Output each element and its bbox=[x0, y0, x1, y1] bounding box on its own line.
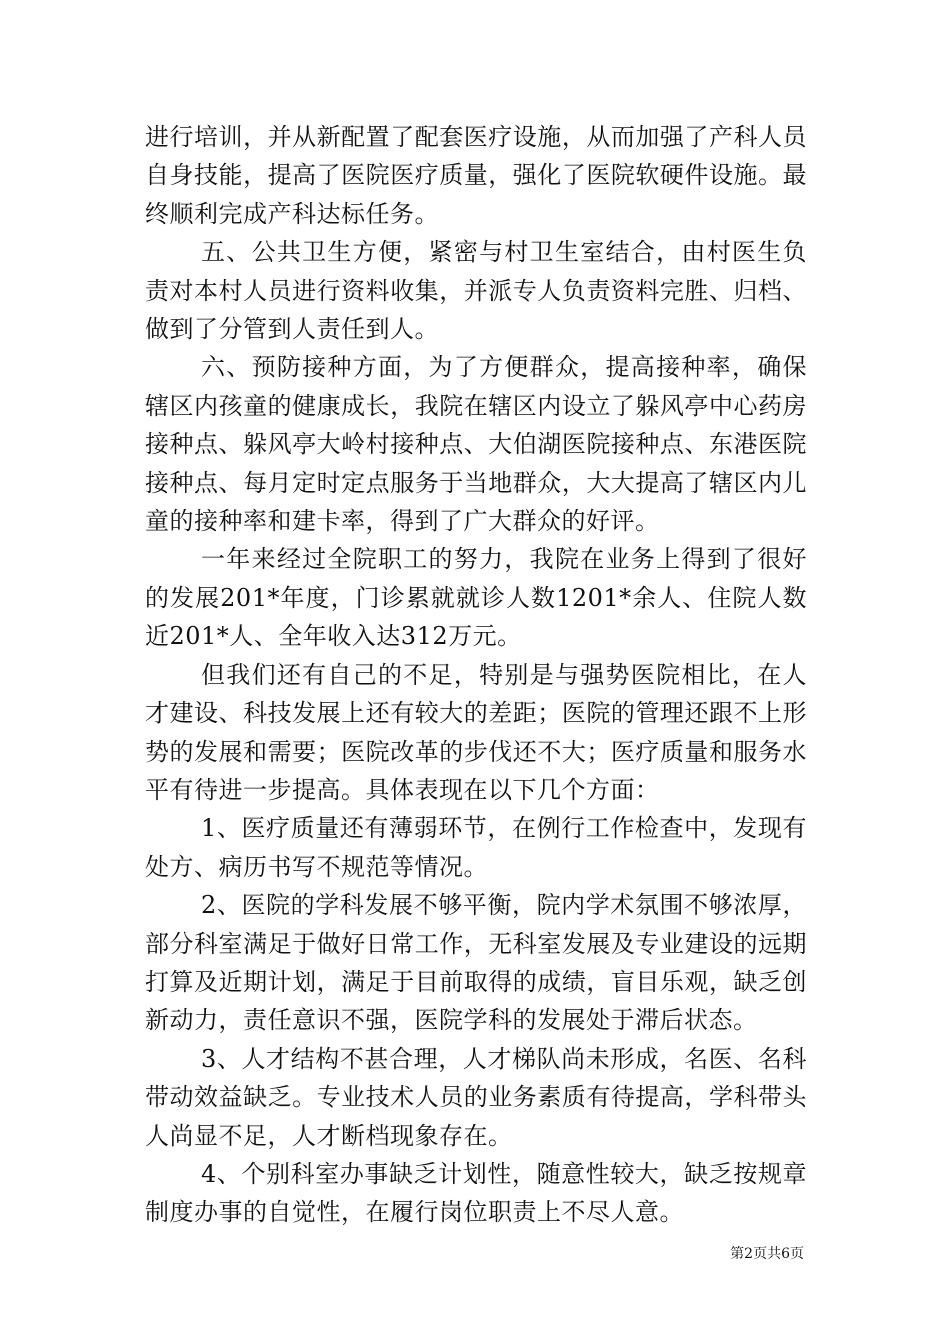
paragraph-shortcomings: 但我们还有自己的不足，特别是与强势医院相比，在人才建设、科技发展上还有较大的差距；医院的管理还跟不上形势的发展和需要；医院改革的步伐还不大；医疗质量和服务水平有待进一步提高。具体表现在以下几个方面： bbox=[145, 660, 807, 804]
paragraph-item-4: 4、个别科室办事缺乏计划性，随意性较大，缺乏按规章制度办事的自觉性，在履行岗位职责上不尽人意。 bbox=[145, 1159, 807, 1227]
paragraph-vaccination: 六、预防接种方面，为了方便群众，提高接种率，确保辖区内孩童的健康成长，我院在辖区内设立了躲风亭中心药房接种点、躲风亭大岭村接种点、大伯湖医院接种点、东港医院接种点、每月定时定点服务于当地群众，大大提高了辖区内儿童的接种率和建卡率，得到了广大群众的好评。 bbox=[145, 353, 807, 536]
document-body bbox=[145, 118, 807, 1232]
paragraph-item-3: 3、人才结构不甚合理，人才梯队尚未形成，名医、名科带动效益缺乏。专业技术人员的业务素质有待提高，学科带头人尚显不足，人才断档现象存在。 bbox=[145, 1044, 807, 1150]
paragraph-annual-summary: 一年来经过全院职工的努力，我院在业务上得到了很好的发展201*年度，门诊累就就诊人数1201*余人、住院人数近201*人、全年收入达312万元。 bbox=[145, 545, 807, 651]
paragraph-item-2: 2、医院的学科发展不够平衡，院内学术氛围不够浓厚，部分科室满足于做好日常工作，无科室发展及专业建设的远期打算及近期计划，满足于目前取得的成绩，盲目乐观，缺乏创新动力，责任意识不强，医院学科的发展处于滞后状态。 bbox=[145, 891, 807, 1035]
paragraph-public-health: 五、公共卫生方便，紧密与村卫生室结合，由村医生负责对本村人员进行资料收集，并派专人负责资料完胜、归档、做到了分管到人责任到人。 bbox=[145, 238, 807, 344]
paragraph-continuation: 进行培训，并从新配置了配套医疗设施，从而加强了产科人员自身技能，提高了医院医疗质量，强化了医院软硬件设施。最终顺利完成产科达标任务。 bbox=[145, 123, 807, 228]
paragraph-item-1: 1、医疗质量还有薄弱环节，在例行工作检查中，发现有处方、病历书写不规范等情况。 bbox=[145, 814, 807, 881]
page-number: 第2页共6页 bbox=[730, 1246, 804, 1262]
